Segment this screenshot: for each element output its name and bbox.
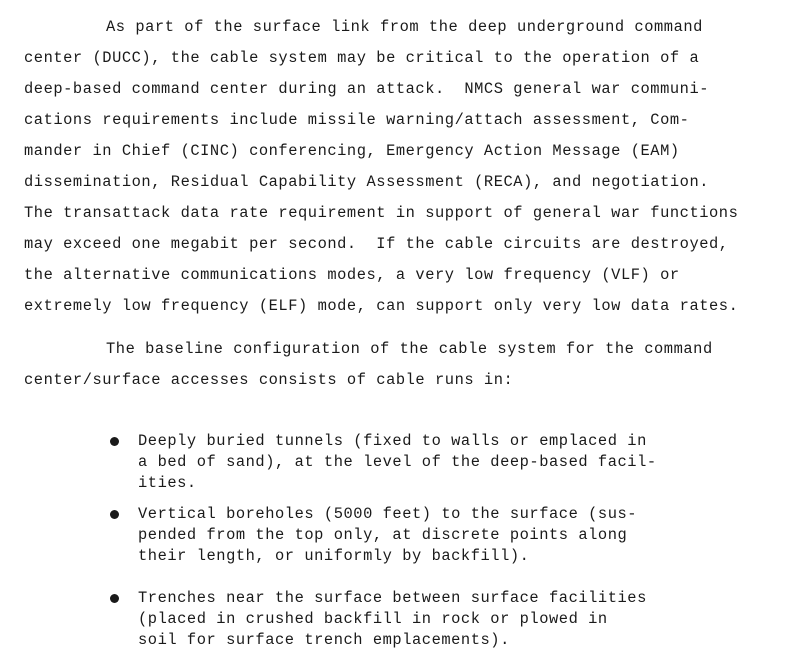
- paragraph-1-line-1: As part of the surface link from the deep underground command: [106, 18, 703, 36]
- bullet-dot-icon: [110, 437, 119, 446]
- paragraph-1-line-6: dissemination, Residual Capability Assessment (RECA), and negotiation.: [24, 173, 710, 191]
- bullet-3-line-3: soil for surface trench emplacements).: [138, 631, 510, 649]
- bullet-3-line-1: Trenches near the surface between surface facilities: [138, 589, 647, 607]
- paragraph-1-line-8: may exceed one megabit per second. If the cable circuits are destroyed,: [24, 235, 729, 253]
- paragraph-2-line-2: center/surface accesses consists of cable runs in:: [24, 371, 514, 389]
- bullet-3-line-2: (placed in crushed backfill in rock or plowed in: [138, 610, 608, 628]
- bullet-1-line-2: a bed of sand), at the level of the deep-based facil-: [138, 453, 657, 471]
- paragraph-2-line-1: The baseline configuration of the cable system for the command: [106, 340, 713, 358]
- bullet-2-line-2: pended from the top only, at discrete points along: [138, 526, 628, 544]
- bullet-dot-icon: [110, 510, 119, 519]
- bullet-1-line-3: ities.: [138, 474, 197, 492]
- paragraph-1-line-5: mander in Chief (CINC) conferencing, Emergency Action Message (EAM): [24, 142, 680, 160]
- paragraph-1-line-7: The transattack data rate requirement in support of general war functions: [24, 204, 739, 222]
- paragraph-1-line-10: extremely low frequency (ELF) mode, can support only very low data rates.: [24, 297, 739, 315]
- paragraph-1-line-2: center (DUCC), the cable system may be critical to the operation of a: [24, 49, 700, 67]
- paragraph-1-line-3: deep-based command center during an attack. NMCS general war communi-: [24, 80, 710, 98]
- paragraph-1-line-9: the alternative communications modes, a very low frequency (VLF) or: [24, 266, 680, 284]
- bullet-dot-icon: [110, 594, 119, 603]
- bullet-1-line-1: Deeply buried tunnels (fixed to walls or emplaced in: [138, 432, 647, 450]
- paragraph-1-line-4: cations requirements include missile warning/attach assessment, Com-: [24, 111, 690, 129]
- bullet-2-line-1: Vertical boreholes (5000 feet) to the surface (sus-: [138, 505, 638, 523]
- bullet-2-line-3: their length, or uniformly by backfill).: [138, 547, 530, 565]
